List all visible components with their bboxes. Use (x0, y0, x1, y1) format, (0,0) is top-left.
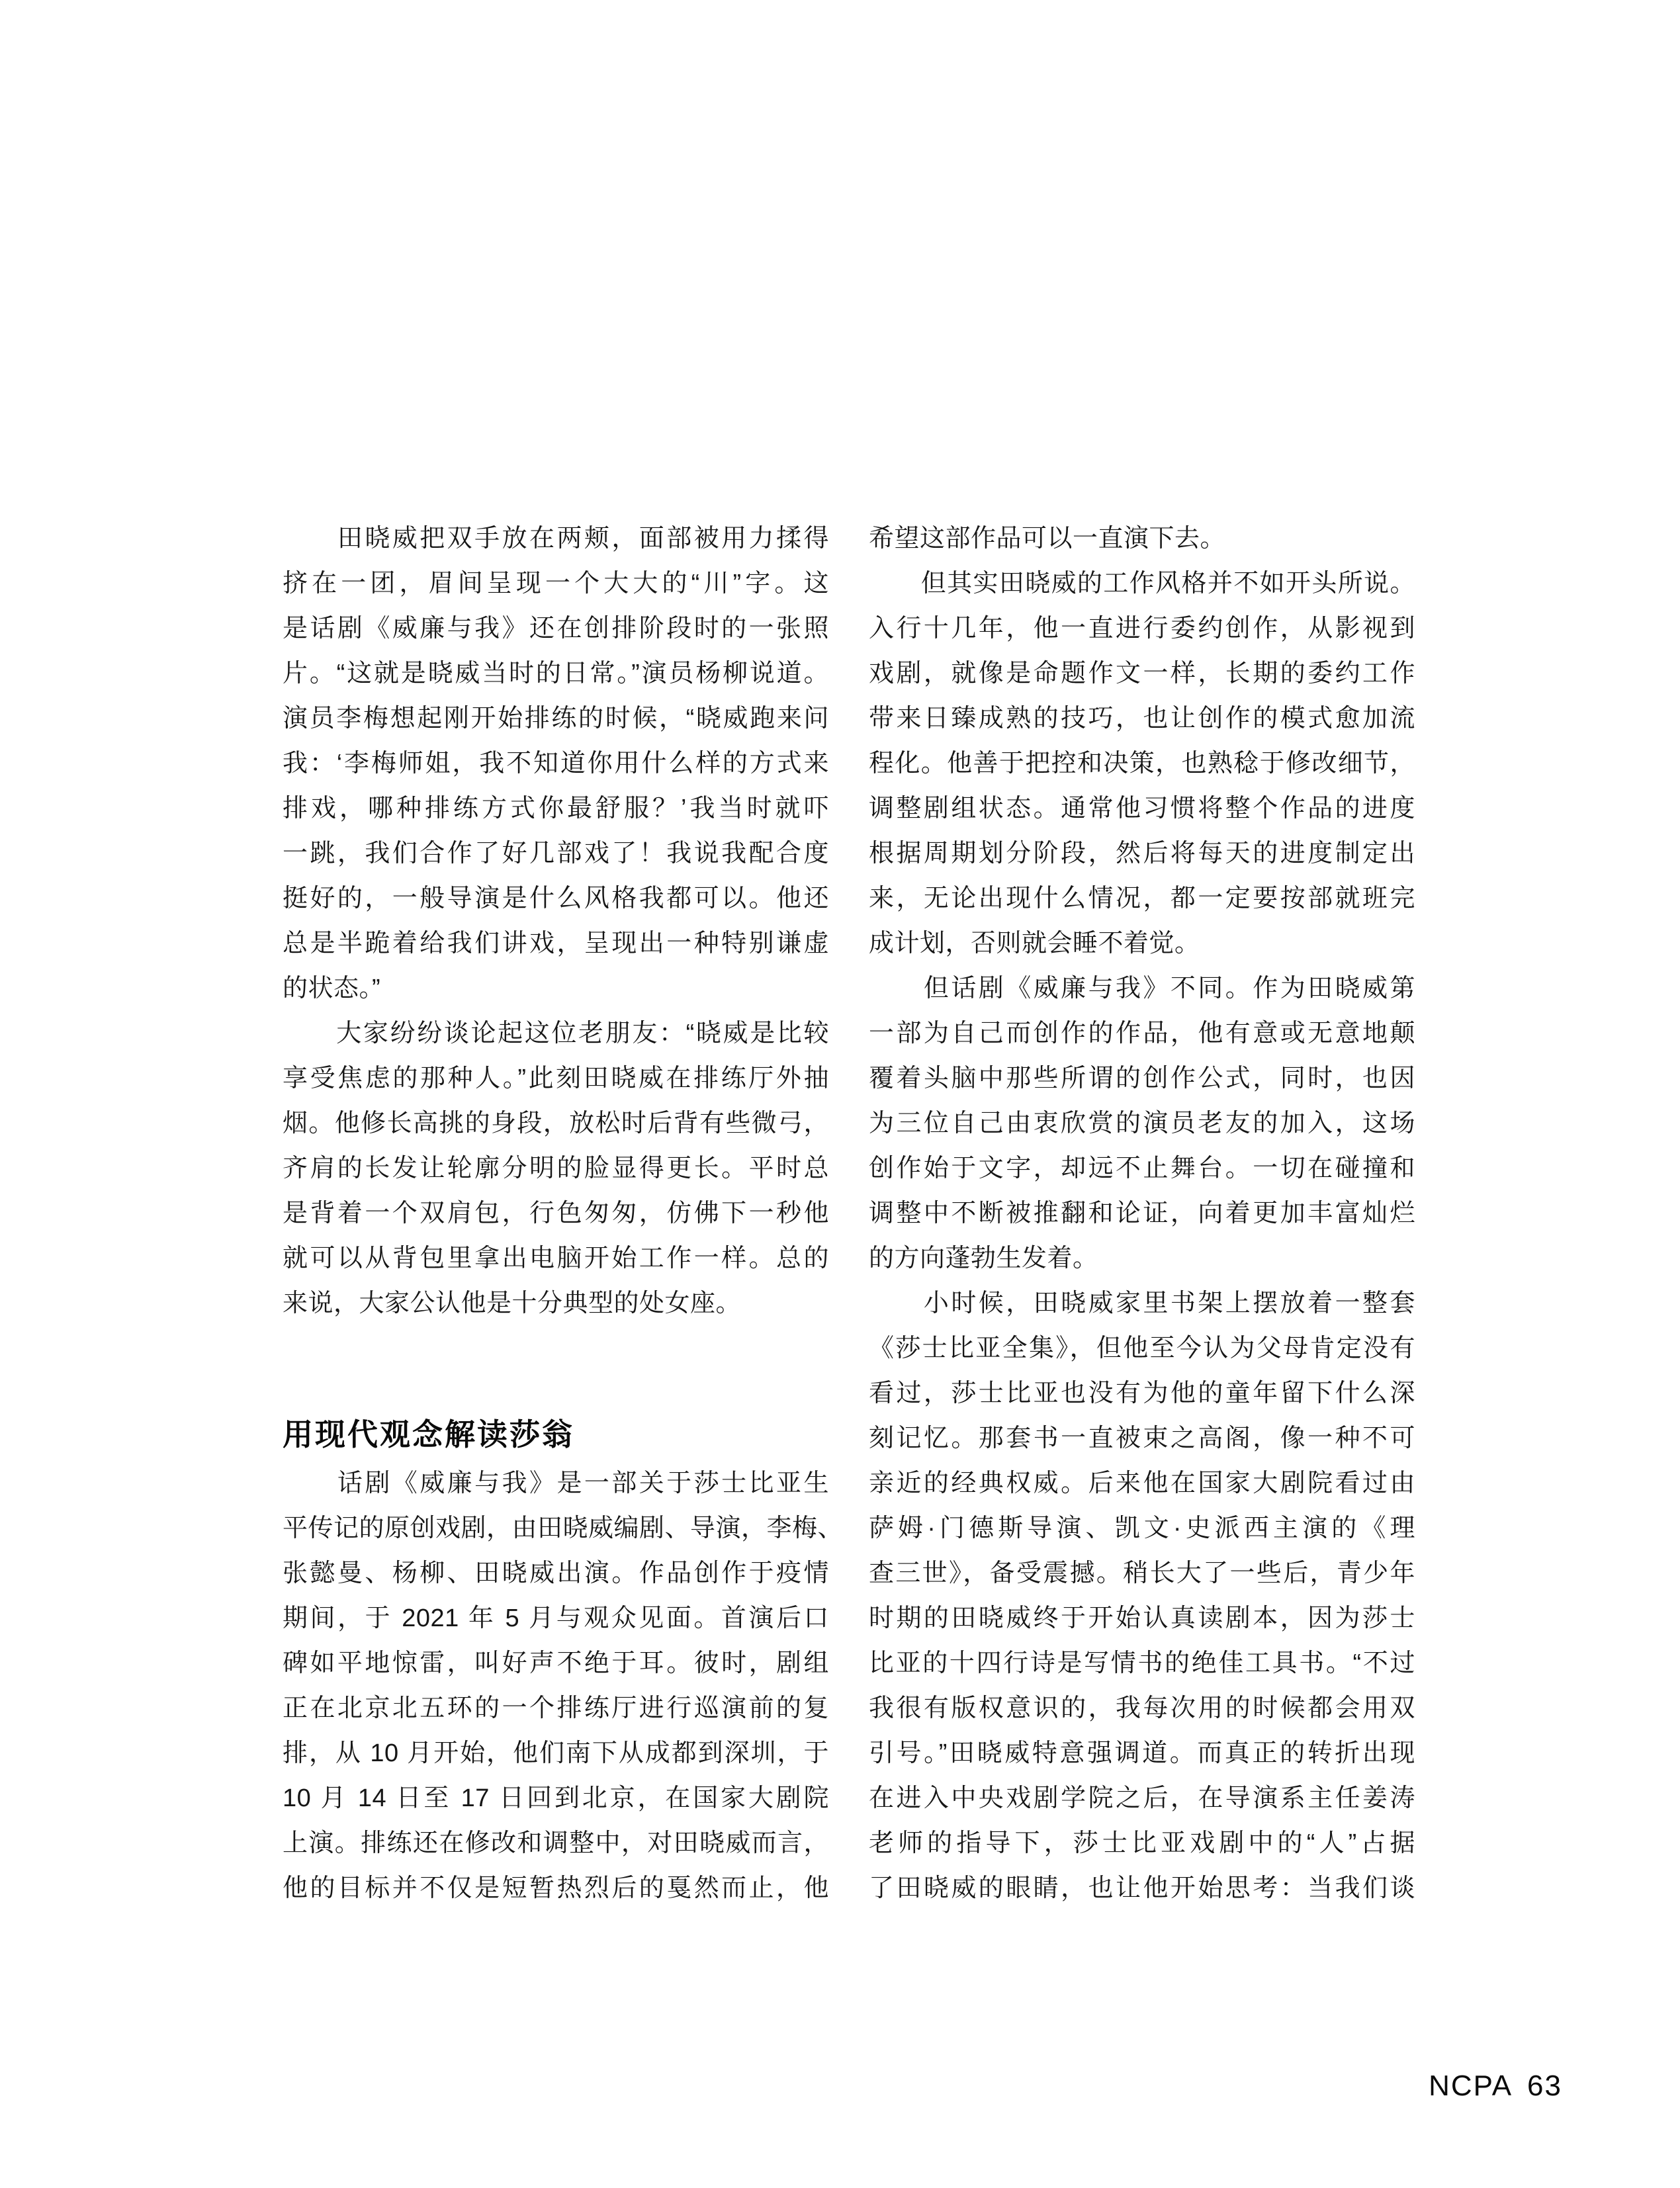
text-line: 话剧《威廉与我》是一部关于莎士比亚生 (283, 1469, 829, 1497)
text-line: 成计划，否则就会睡不着觉。 (869, 930, 1200, 957)
text-line: 小时候，田晓威家里书架上摆放着一整套 (869, 1290, 1415, 1317)
text-line: 就可以从背包里拿出电脑开始工作一样。总的 (283, 1245, 829, 1272)
text-line: 入行十几年，他一直进行委约创作，从影视到 (869, 615, 1415, 642)
text-line: 但其实田晓威的工作风格并不如开头所说。 (869, 570, 1415, 597)
text-line: 10 月 14 日至 17 日回到北京，在国家大剧院 (283, 1784, 829, 1812)
text-line: 正在北京北五环的一个排练厅进行巡演前的复 (283, 1694, 829, 1722)
text-line: 但话剧《威廉与我》不同。作为田晓威第 (869, 975, 1415, 1002)
text-line: 挤在一团，眉间呈现一个大大的“川”字。这 (283, 570, 829, 597)
text-line: 的状态。” (283, 975, 381, 1002)
text-line: 调整剧组状态。通常他习惯将整个作品的进度 (869, 795, 1415, 822)
text-line: 来说，大家公认他是十分典型的处女座。 (283, 1290, 742, 1317)
page-number (1429, 2070, 1562, 2103)
text-line: 看过，莎士比亚也没有为他的童年留下什么深 (869, 1379, 1415, 1407)
text-line: 是背着一个双肩包，行色匆匆，仿佛下一秒他 (283, 1200, 829, 1227)
text-line: 排戏，哪种排练方式你最舒服？’我当时就吓 (283, 795, 829, 822)
text-line: 时期的田晓威终于开始认真读剧本，因为莎士 (869, 1604, 1415, 1632)
text-line: 带来日臻成熟的技巧，也让创作的模式愈加流 (869, 705, 1415, 732)
text-line: 创作始于文字，却远不止舞台。一切在碰撞和 (869, 1155, 1415, 1182)
text-line: 上演。排练还在修改和调整中，对田晓威而言， (283, 1829, 829, 1857)
text-line: 引号。”田晓威特意强调道。而真正的转折出现 (869, 1739, 1415, 1767)
text-line: 演员李梅想起刚开始排练的时候，“晓威跑来问 (283, 705, 829, 732)
text-line: 程化。他善于把控和决策，也熟稔于修改细节， (869, 750, 1415, 777)
text-line: 我：‘李梅师姐，我不知道你用什么样的方式来 (283, 750, 829, 777)
text-line: 我很有版权意识的，我每次用的时候都会用双 (869, 1694, 1415, 1722)
text-line: 《莎士比亚全集》，但他至今认为父母肯定没有 (869, 1335, 1415, 1362)
text-line: 在进入中央戏剧学院之后，在导演系主任姜涛 (869, 1784, 1415, 1812)
text-line: 享受焦虑的那种人。”此刻田晓威在排练厅外抽 (283, 1065, 829, 1092)
text-line: 根据周期划分阶段，然后将每天的进度制定出 (869, 840, 1415, 867)
text-line: 刻记忆。那套书一直被束之高阁，像一种不可 (869, 1424, 1415, 1452)
text-line: 萨姆·门德斯导演、凯文·史派西主演的《理 (869, 1514, 1415, 1542)
text-line: 齐肩的长发让轮廓分明的脸显得更长。平时总 (283, 1155, 829, 1182)
text-line: 片。“这就是晓威当时的日常。”演员杨柳说道。 (283, 660, 829, 687)
text-line: 亲近的经典权威。后来他在国家大剧院看过由 (869, 1469, 1415, 1497)
text-line: 排，从 10 月开始，他们南下从成都到深圳，于 (283, 1739, 829, 1767)
page-number-magazine-label: NCPA (1429, 2070, 1513, 2102)
text-line: 调整中不断被推翻和论证，向着更加丰富灿烂 (869, 1200, 1415, 1227)
text-line: 总是半跪着给我们讲戏，呈现出一种特别谦虚 (283, 930, 829, 957)
text-line: 碑如平地惊雷，叫好声不绝于耳。彼时，剧组 (283, 1649, 829, 1677)
text-line: 查三世》，备受震撼。稍长大了一些后，青少年 (869, 1559, 1415, 1587)
text-line: 挺好的，一般导演是什么风格我都可以。他还 (283, 885, 829, 912)
text-line: 田晓威把双手放在两颊，面部被用力揉得 (283, 525, 829, 552)
right-column (869, 516, 1415, 1911)
text-line: 张懿曼、杨柳、田晓威出演。作品创作于疫情 (283, 1559, 829, 1587)
text-line: 烟。他修长高挑的身段，放松时后背有些微弓， (283, 1110, 829, 1137)
text-line: 期间，于 2021 年 5 月与观众见面。首演后口 (283, 1604, 829, 1632)
text-line: 了田晓威的眼睛，也让他开始思考：当我们谈 (869, 1874, 1415, 1902)
text-line: 一部为自己而创作的作品，他有意或无意地颠 (869, 1020, 1415, 1047)
text-line: 覆着头脑中那些所谓的创作公式，同时，也因 (869, 1065, 1415, 1092)
page-number-value: 63 (1527, 2070, 1562, 2102)
text-line: 比亚的十四行诗是写情书的绝佳工具书。“不过 (869, 1649, 1415, 1677)
section-heading: 用现代观念解读莎翁 (283, 1417, 574, 1452)
text-line: 老师的指导下，莎士比亚戏剧中的“人”占据 (869, 1829, 1415, 1857)
text-line: 是话剧《威廉与我》还在创排阶段时的一张照 (283, 615, 829, 642)
text-line: 来，无论出现什么情况，都一定要按部就班完 (869, 885, 1415, 912)
text-line: 他的目标并不仅是短暂热烈后的戛然而止，他 (283, 1874, 829, 1902)
text-line: 希望这部作品可以一直演下去。 (869, 525, 1226, 552)
text-line: 平传记的原创戏剧，由田晓威编剧、导演，李梅、 (283, 1514, 844, 1542)
text-line: 大家纷纷谈论起这位老朋友：“晓威是比较 (283, 1020, 829, 1047)
text-line: 戏剧，就像是命题作文一样，长期的委约工作 (869, 660, 1415, 687)
left-column (283, 516, 844, 1911)
text-line: 为三位自己由衷欣赏的演员老友的加入，这场 (869, 1110, 1415, 1137)
text-line: 一跳，我们合作了好几部戏了！我说我配合度 (283, 840, 829, 867)
text-line: 的方向蓬勃生发着。 (869, 1245, 1098, 1272)
